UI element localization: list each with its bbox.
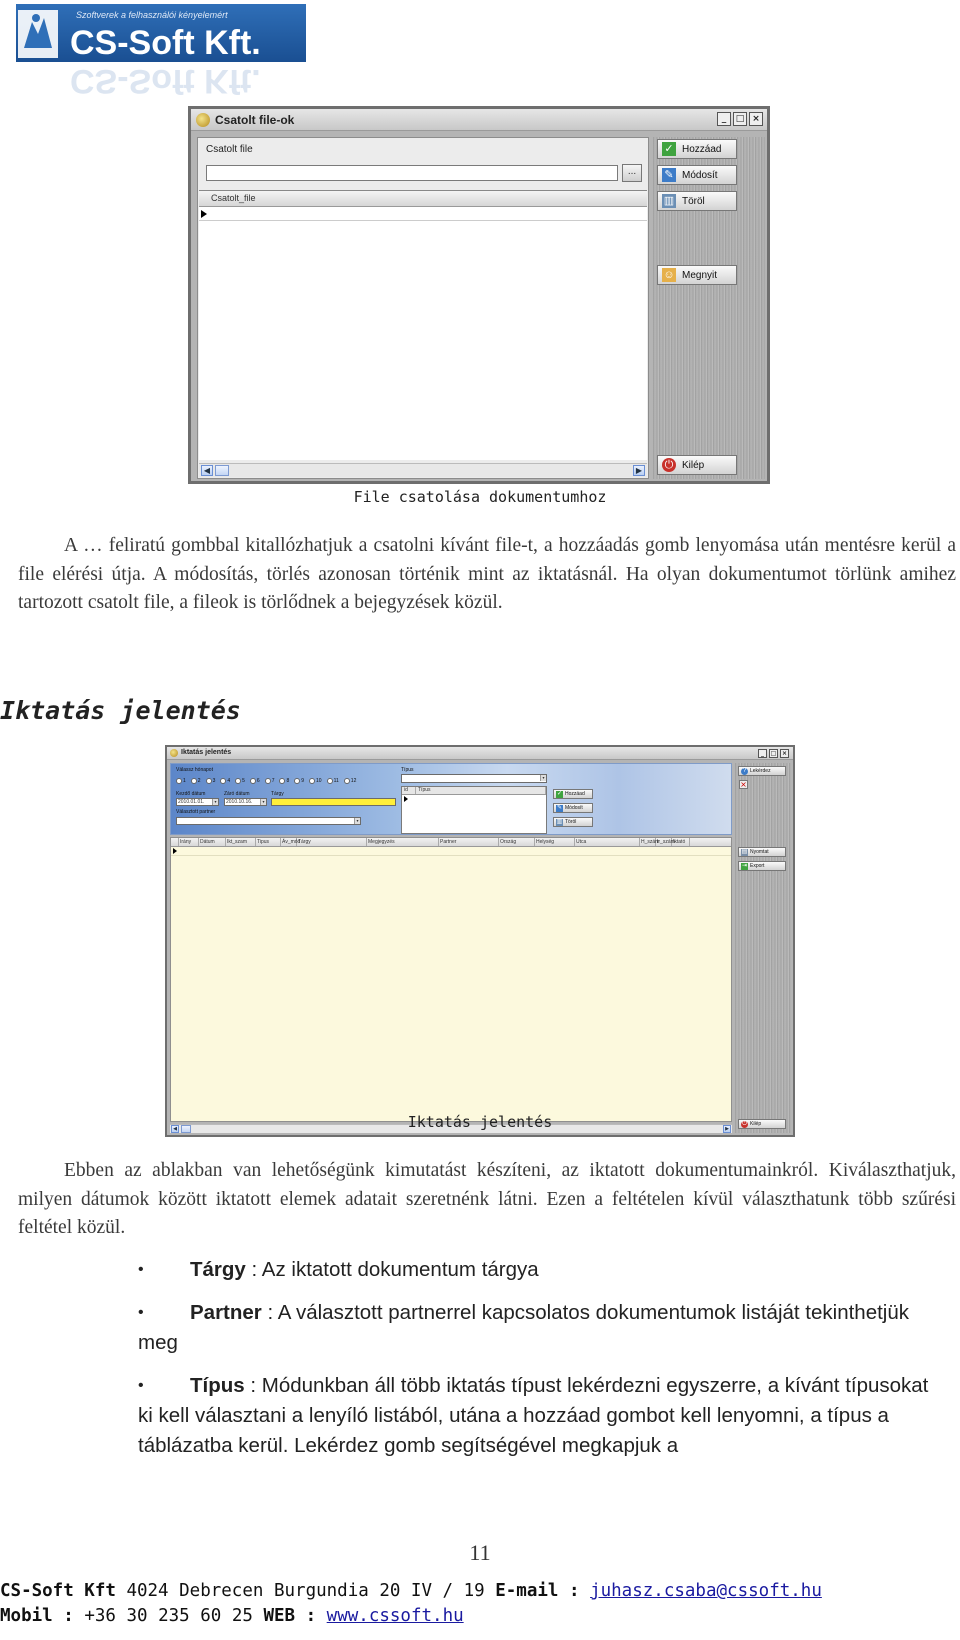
chevron-down-icon[interactable]: ▾ (354, 818, 360, 824)
close-icon[interactable]: × (749, 112, 763, 126)
column-header[interactable]: Irány (179, 838, 199, 846)
results-header (171, 838, 731, 847)
footer-line-2 (0, 1606, 464, 1626)
exit-button-label: Kilép (750, 1121, 762, 1127)
column-header-type[interactable]: Típus (416, 787, 546, 794)
clear-filter-icon[interactable]: × (740, 780, 747, 789)
modify-type-label: Módosít (565, 805, 583, 811)
edit-icon: ✎ (662, 168, 676, 182)
end-date-value: 2010.10.16. (226, 799, 253, 805)
month-radio-6[interactable] (250, 778, 260, 784)
month-label: Válassz hónapot (176, 767, 213, 773)
month-radio-group (176, 778, 356, 784)
month-radio-12[interactable] (344, 778, 357, 784)
column-header[interactable]: Helység (535, 838, 575, 846)
export-button[interactable] (738, 861, 786, 871)
footer-address: 4024 Debrecen Burgundia 20 IV / 19 (126, 1581, 485, 1601)
exit-button-label: Kilép (682, 459, 705, 471)
list-item-text: : A választott partnerrel kapcsolatos dokumentumok listáját tekinthetjük meg (138, 1301, 910, 1354)
month-radio-label: 8 (286, 778, 290, 784)
month-radio-label: 10 (316, 778, 322, 784)
month-radio-11[interactable] (327, 778, 339, 784)
delete-type-button[interactable] (553, 817, 593, 827)
export-icon: ⇥ (741, 862, 748, 869)
list-item-term: Partner (190, 1301, 262, 1324)
table-row[interactable] (171, 847, 731, 856)
radio-icon[interactable] (220, 778, 226, 784)
column-header[interactable]: Tárgy (297, 838, 367, 846)
month-radio-label: 5 (242, 778, 245, 784)
column-header[interactable]: Dátum (199, 838, 226, 846)
start-date-value: 2010.01.01. (178, 799, 205, 805)
row-pointer-icon (201, 210, 207, 218)
add-type-label: Hozzáad (565, 791, 585, 797)
scroll-right-icon[interactable]: ▶ (633, 465, 645, 476)
print-button[interactable] (738, 847, 786, 857)
column-header[interactable]: Iktató (672, 838, 690, 846)
paragraph: Ebben az ablakban van lehetőségünk kimutatást készíteni, az iktatott dokumentumainkról. Kiválaszthatjuk, milyen dátumok között iktatott elemek adatait szeretnénk látni. Ezen a feltételen kívül választhatunk több szűrési feltétel közül. (18, 1160, 956, 1238)
footer-email-link[interactable]: juhasz.csaba@cssoft.hu (590, 1581, 822, 1601)
query-button-label: Lekérdez (750, 768, 771, 774)
radio-icon[interactable] (250, 778, 256, 784)
type-table[interactable] (401, 786, 547, 834)
svg-text:CS-Soft Kft.: CS-Soft Kft. (70, 24, 261, 62)
open-button-label: Megnyit (682, 269, 718, 281)
add-type-button[interactable] (553, 789, 593, 799)
radio-icon[interactable] (265, 778, 271, 784)
scroll-left-icon[interactable]: ◀ (201, 465, 213, 476)
column-header[interactable]: Utca (575, 838, 640, 846)
modify-type-button[interactable] (553, 803, 593, 813)
page-number: 11 (469, 1540, 491, 1565)
maximize-icon[interactable]: □ (770, 750, 777, 757)
list-item (138, 1255, 938, 1285)
scroll-right-icon[interactable]: ▶ (723, 1125, 731, 1133)
open-button[interactable] (657, 265, 737, 285)
delete-button-label: Töröl (682, 195, 705, 207)
exit-button[interactable] (657, 455, 737, 475)
month-radio-label: 11 (333, 778, 339, 784)
footer-web-link[interactable]: www.cssoft.hu (326, 1606, 464, 1626)
column-header[interactable]: Tipus (256, 838, 281, 846)
delete-button[interactable] (657, 191, 737, 211)
grid-column-header[interactable]: Csatolt_file (199, 191, 647, 207)
column-header[interactable]: Áv_mód (282, 839, 301, 845)
filter-bullet-list (138, 1255, 938, 1474)
attached-files-grid[interactable] (199, 190, 647, 460)
bullet-icon: • (138, 1261, 144, 1278)
subject-label: Tárgy (271, 791, 284, 797)
company-logo (16, 4, 306, 100)
radio-icon[interactable] (235, 778, 241, 784)
export-button-label: Export (750, 863, 765, 869)
power-icon: ⏻ (742, 1120, 747, 1127)
add-button-label: Hozzáad (682, 143, 722, 155)
footer-company: CS-Soft Kft (0, 1581, 116, 1601)
power-icon: ⏻ (662, 458, 676, 472)
column-header-id[interactable]: id (402, 787, 416, 794)
end-date-label: Záró dátum (224, 791, 250, 797)
report-button-panel (735, 763, 791, 1133)
column-header[interactable]: Ir_szám (657, 839, 675, 845)
chevron-down-icon[interactable]: ▾ (260, 799, 266, 805)
edit-icon: ✎ (556, 804, 563, 811)
month-radio-5[interactable] (235, 778, 245, 784)
row-pointer-icon (173, 848, 177, 854)
month-radio-9[interactable] (294, 778, 304, 784)
bullet-icon: • (138, 1304, 144, 1321)
results-grid[interactable] (170, 837, 732, 1122)
footer-mobile-label: Mobil : (0, 1606, 74, 1626)
window-title: Iktatás jelentés (181, 749, 232, 756)
minimize-icon[interactable]: _ (717, 112, 731, 126)
attached-file-input[interactable] (206, 165, 618, 181)
scroll-left-icon[interactable]: ◀ (171, 1125, 179, 1133)
modify-button[interactable] (657, 165, 737, 185)
window-titlebar (191, 109, 767, 131)
partner-select[interactable] (176, 817, 361, 825)
check-icon: ✓ (662, 142, 676, 156)
column-header[interactable]: Ország (499, 838, 535, 846)
delete-type-label: Töröl (565, 819, 577, 825)
footer-web-label: WEB : (263, 1606, 317, 1626)
footer-email-label: E-mail : (495, 1581, 580, 1601)
month-radio-label: 4 (227, 778, 231, 784)
minimize-icon[interactable]: _ (758, 749, 767, 758)
radio-icon[interactable] (279, 778, 285, 784)
month-radio-label: 2 (197, 778, 201, 784)
radio-icon[interactable] (191, 778, 197, 784)
radio-icon[interactable] (206, 778, 212, 784)
partner-label: Választott partner (176, 809, 216, 815)
month-radio-label: 12 (350, 778, 357, 784)
app-icon (170, 749, 178, 757)
row-selector-header (171, 838, 179, 846)
list-item-term: Tárgy (190, 1258, 246, 1281)
report-window (165, 745, 795, 1137)
month-radio-label: 3 (212, 778, 216, 784)
svg-text:Szoftverek a felhasználói kény: Szoftverek a felhasználói kényelemért (76, 10, 228, 20)
month-radio-4[interactable] (220, 778, 230, 784)
month-radio-1[interactable] (176, 778, 186, 784)
maximize-icon[interactable]: □ (733, 112, 747, 126)
trash-icon: ▥ (556, 818, 563, 825)
footer-line-1 (0, 1581, 822, 1601)
horizontal-scrollbar[interactable] (199, 463, 647, 477)
radio-icon[interactable] (309, 778, 315, 784)
month-radio-8[interactable] (279, 778, 289, 784)
list-item-text: : Az iktatott dokumentum tárgya (245, 1258, 539, 1281)
month-radio-label: 7 (271, 778, 275, 784)
row-pointer-icon (404, 796, 408, 802)
list-item (138, 1298, 938, 1358)
browse-button[interactable]: ... (622, 164, 642, 182)
print-button-label: Nyomtat (750, 849, 769, 855)
month-radio-label: 1 (183, 778, 186, 784)
table-row[interactable] (402, 795, 546, 803)
column-header[interactable]: Partner (439, 838, 499, 846)
help-icon: ? (742, 767, 747, 774)
button-panel (653, 137, 765, 479)
bullet-icon: • (138, 1377, 144, 1394)
list-item-text: : Módunkban áll több iktatás típust lekérdezni egyszerre, a kívánt típusokat ki kell választani a lenyíló listából, utána a hozzáad gombot kell lenyomni, a típus a táblázatba kerül. Lekérdez gomb segítségével megkapjuk a (138, 1374, 929, 1457)
figure-caption: File csatolása dokumentumhoz (353, 488, 607, 506)
attached-files-window (188, 106, 770, 484)
radio-icon[interactable] (327, 778, 333, 784)
query-button[interactable] (738, 766, 786, 776)
start-date-label: Kezdő dátum (176, 791, 206, 797)
window-title: Csatolt file-ok (215, 113, 295, 127)
section-heading: Iktatás jelentés (0, 696, 241, 725)
month-radio-2[interactable] (191, 778, 201, 784)
radio-icon[interactable] (176, 778, 182, 784)
type-table-header (402, 787, 546, 795)
radio-icon[interactable] (294, 778, 300, 784)
close-icon[interactable]: × (781, 750, 788, 757)
attached-file-panel (197, 137, 649, 479)
svg-text:CS-Soft Kft.: CS-Soft Kft. (70, 62, 261, 100)
month-radio-3[interactable] (206, 778, 216, 784)
radio-icon[interactable] (344, 778, 350, 784)
trash-icon: ▥ (663, 195, 675, 207)
column-header[interactable]: H_szám (641, 839, 660, 845)
app-icon (196, 113, 210, 127)
check-icon: ✓ (556, 790, 563, 797)
footer-mobile: +36 30 235 60 25 (84, 1606, 253, 1626)
paragraph: A … feliratú gombbal kitallózhatjuk a csatolni kívánt file-t, a hozzáadás gomb lenyomása után mentésre kerül a file elérési útja. A módosítás, törlés azonosan történik mint az iktatásnál. Ha olyan dokumentumot törlünk amihez tartozott csatolt file, a fileok is törlődnek a bejegyzések közül. (18, 535, 956, 613)
end-date-field[interactable] (224, 798, 267, 806)
month-radio-7[interactable] (265, 778, 275, 784)
month-radio-label: 9 (301, 778, 305, 784)
table-row[interactable] (199, 207, 647, 221)
printer-icon: ▤ (741, 848, 748, 855)
person-icon: ☺ (663, 269, 675, 281)
add-button[interactable] (657, 139, 737, 159)
column-header[interactable]: Megjegyzés (367, 838, 439, 846)
type-dropdown[interactable] (401, 774, 547, 783)
modify-button-label: Módosít (682, 169, 718, 181)
window-titlebar (167, 747, 793, 760)
start-date-field[interactable] (176, 798, 219, 806)
scroll-thumb[interactable] (215, 465, 229, 476)
subject-input[interactable] (271, 798, 396, 806)
filter-panel (170, 763, 732, 835)
figure-caption: Iktatás jelentés (407, 1113, 553, 1131)
month-radio-label: 6 (256, 778, 260, 784)
column-header[interactable]: Ikt_szam (226, 838, 256, 846)
list-item (138, 1371, 938, 1461)
month-radio-10[interactable] (309, 778, 322, 784)
list-item-term: Típus (190, 1374, 245, 1397)
chevron-down-icon[interactable]: ▾ (540, 775, 546, 781)
type-label: Típus (401, 767, 414, 773)
chevron-down-icon[interactable]: ▾ (212, 799, 218, 805)
type-select[interactable] (401, 774, 547, 783)
attached-file-label: Csatolt file (206, 144, 253, 155)
